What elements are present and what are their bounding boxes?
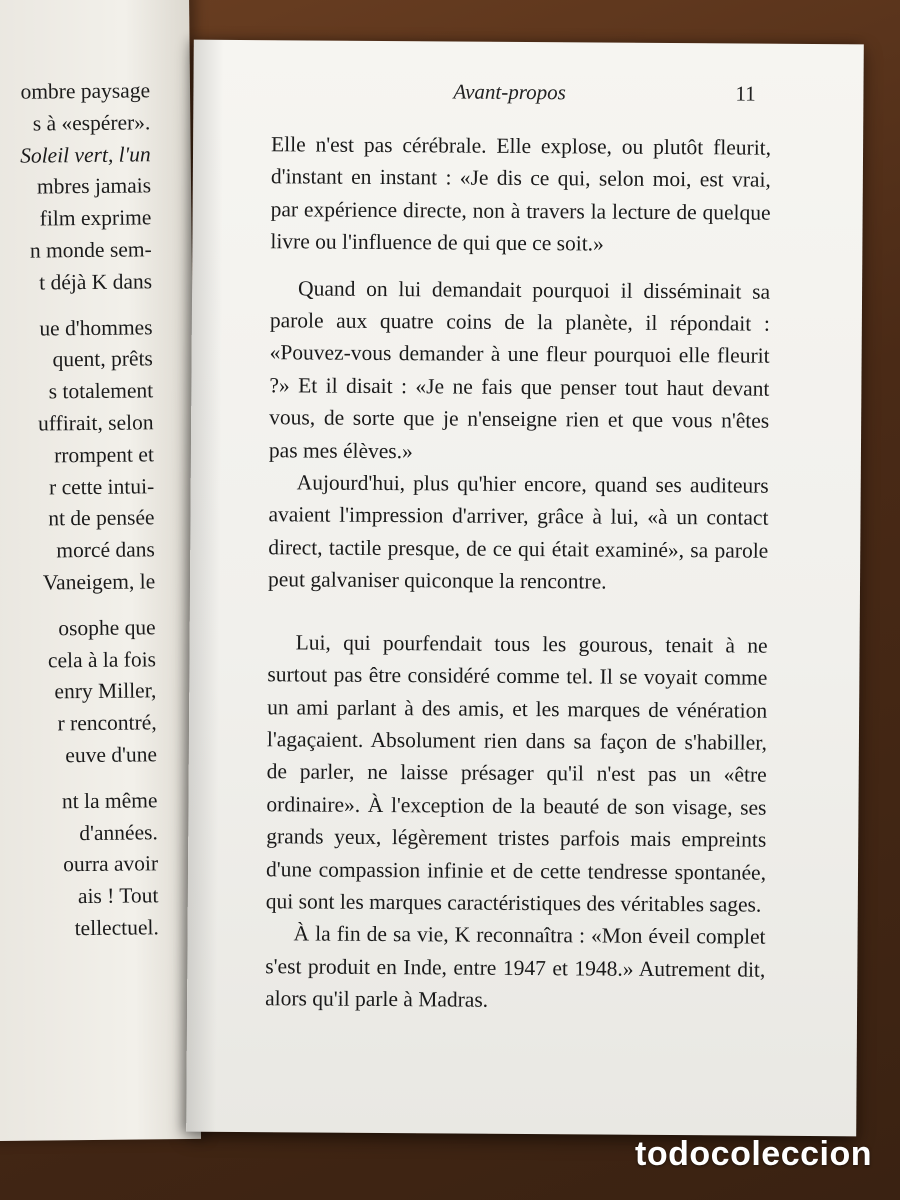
left-line: ue d'hommes bbox=[39, 314, 153, 341]
left-line: uffirait, selon bbox=[37, 410, 154, 436]
left-line: morcé dans bbox=[56, 537, 155, 563]
left-line: s à «espérer». bbox=[32, 110, 151, 136]
left-line: nt la même bbox=[61, 788, 158, 814]
left-line: n monde sem- bbox=[29, 237, 152, 263]
left-line: osophe que bbox=[58, 615, 156, 641]
running-head: Avant-propos bbox=[453, 79, 566, 105]
paragraph: Quand on lui demandait pourquoi il disséminait sa parole aux quatre coins de la planète, il répondait : «Pouvez-vous demander à une fleur pourquoi elle fleurit ?» Et il disait : «Je ne fais que penser tout haut devant vous, de sorte que je n'enseigne rien et que vous n'êtes pas mes élèves.» bbox=[268, 276, 771, 463]
paragraph: Elle n'est pas cérébrale. Elle explose, ou plutôt fleurit, d'instant en instant : «Je dis ce qui, selon moi, est vrai, par expérience directe, non à travers la lecture de quelque livre ou l'influence de qui que ce soit.» bbox=[270, 132, 772, 256]
paragraph: À la fin de sa vie, K reconnaîtra : «Mon éveil complet s'est produit en Inde, entre 1947 et 1948.» Autrement dit, alors qu'il parle à Madras. bbox=[265, 921, 766, 1012]
left-line: ombre paysage bbox=[20, 78, 151, 104]
right-book-page bbox=[186, 40, 864, 1137]
left-book-page bbox=[0, 0, 201, 1141]
left-line: s totalement bbox=[48, 378, 154, 404]
left-line: tellectuel. bbox=[74, 915, 159, 941]
left-line: rrompent et bbox=[54, 442, 154, 468]
left-line: r cette intui- bbox=[48, 473, 155, 499]
left-line: d'années. bbox=[79, 819, 158, 845]
left-line: ourra avoir bbox=[63, 851, 159, 877]
paragraph: Aujourd'hui, plus qu'hier encore, quand ses auditeurs avaient l'impression d'arriver, grâce à lui, «à un contact direct, tactile presque, de ce qui était examiné», sa parole peut galvaniser quiconque la rencontre. bbox=[267, 470, 769, 594]
left-line: euve d'une bbox=[65, 742, 158, 768]
left-line: Vaneigem, le bbox=[42, 569, 156, 595]
left-line: enry Miller, bbox=[54, 678, 157, 704]
left-line: ais ! Tout bbox=[77, 883, 159, 909]
left-line: Soleil vert, l'un bbox=[19, 141, 151, 168]
left-line: nt de pensée bbox=[48, 505, 155, 531]
left-line: film exprime bbox=[39, 205, 152, 231]
left-line: quent, prêts bbox=[52, 346, 153, 372]
left-line: cela à la fois bbox=[47, 646, 157, 672]
left-line: t déjà K dans bbox=[39, 269, 153, 295]
left-page-text bbox=[0, 75, 159, 946]
watermark-logo: todocoleccion bbox=[635, 1135, 872, 1173]
left-line: r rencontré, bbox=[57, 710, 157, 736]
left-line: mbres jamais bbox=[36, 173, 152, 199]
page-body-text bbox=[265, 128, 771, 1018]
paragraph: Lui, qui pourfendait tous les gourous, tenait à ne surtout pas être considéré comme tel. Il se voyait comme un ami parlant à des amis, et les marques de vénération l'agaçaient. Absolument rien dans sa façon de s'habiller, de parler, ne laisse présager qu'il n'est pas un «être ordinaire». À l'exception de la beauté de son visage, ses grands yeux, légèrement tristes parfois mais empreints d'une compassion infinie et de cette tendresse spontanée, qui sont les marques caractéristiques des véritables sages. bbox=[265, 630, 768, 917]
spine-shadow bbox=[186, 40, 224, 1132]
page-number: 11 bbox=[735, 81, 756, 106]
